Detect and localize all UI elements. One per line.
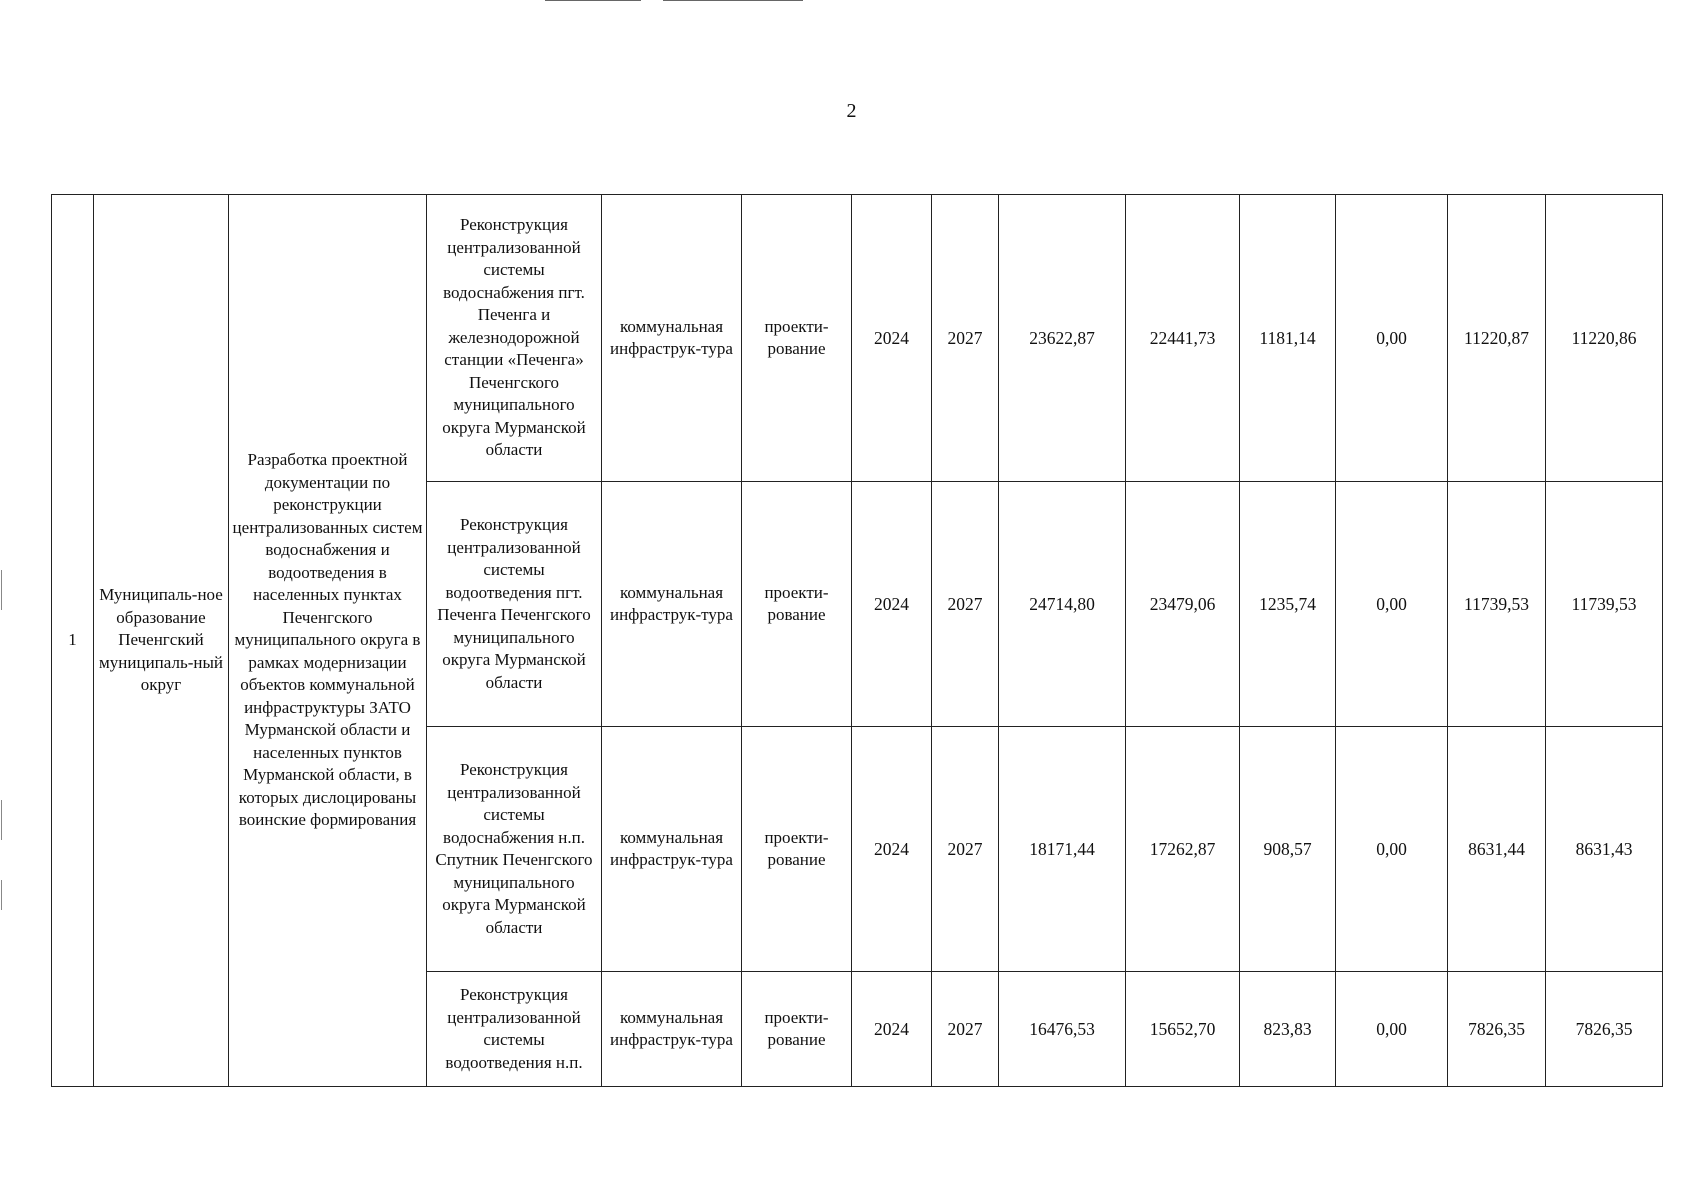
- value-cell: 8631,44: [1448, 727, 1546, 972]
- total-cost-cell: 23622,87: [999, 195, 1126, 482]
- investment-table: [51, 194, 1663, 1087]
- total-cost-cell: 24714,80: [999, 482, 1126, 727]
- stage-cell: проекти-рование: [742, 727, 852, 972]
- value-cell: 17262,87: [1126, 727, 1240, 972]
- category-cell: коммунальная инфраструк-тура: [602, 482, 742, 727]
- value-cell: 7826,35: [1546, 972, 1663, 1087]
- object-cell: Реконструкция централизованной системы водоотведения пгт. Печенга Печенгского муниципального округа Мурманской области: [427, 482, 602, 727]
- object-cell: Реконструкция централизованной системы водоснабжения н.п. Спутник Печенгского муниципального округа Мурманской области: [427, 727, 602, 972]
- page-number: 2: [846, 100, 857, 122]
- value-cell: 23479,06: [1126, 482, 1240, 727]
- value-cell: 823,83: [1240, 972, 1336, 1087]
- start-year-cell: 2024: [852, 195, 932, 482]
- scan-mark: [545, 0, 641, 1]
- end-year-cell: 2027: [932, 727, 999, 972]
- value-cell: 22441,73: [1126, 195, 1240, 482]
- end-year-cell: 2027: [932, 972, 999, 1087]
- scan-edge-mark: [1, 570, 2, 610]
- total-cost-cell: 18171,44: [999, 727, 1126, 972]
- value-cell: 11739,53: [1448, 482, 1546, 727]
- table-row: [52, 195, 1663, 482]
- value-cell: 908,57: [1240, 727, 1336, 972]
- value-cell: 0,00: [1336, 972, 1448, 1087]
- value-cell: 7826,35: [1448, 972, 1546, 1087]
- value-cell: 11220,86: [1546, 195, 1663, 482]
- stage-cell: проекти-рование: [742, 972, 852, 1087]
- object-cell: Реконструкция централизованной системы водоотведения н.п.: [427, 972, 602, 1087]
- start-year-cell: 2024: [852, 482, 932, 727]
- stage-cell: проекти-рование: [742, 482, 852, 727]
- stage-cell: проекти-рование: [742, 195, 852, 482]
- value-cell: 8631,43: [1546, 727, 1663, 972]
- row-number-cell: 1: [52, 195, 94, 1087]
- category-cell: коммунальная инфраструк-тура: [602, 195, 742, 482]
- scan-edge-mark: [1, 880, 2, 910]
- activity-cell: Разработка проектной документации по реконструкции централизованных систем водоснабжения и водоотведения в населенных пунктах Печенгского муниципального округа в рамках модернизации объектов коммунальной инфраструктуры ЗАТО Мурманской области и населенных пунктов Мурманской области, в которых дислоцированы воинские формирования: [229, 195, 427, 1087]
- object-cell: Реконструкция централизованной системы водоснабжения пгт. Печенга и железнодорожной станции «Печенга» Печенгского муниципального округа Мурманской области: [427, 195, 602, 482]
- value-cell: 0,00: [1336, 727, 1448, 972]
- category-cell: коммунальная инфраструк-тура: [602, 727, 742, 972]
- value-cell: 0,00: [1336, 482, 1448, 727]
- value-cell: 1181,14: [1240, 195, 1336, 482]
- value-cell: 11739,53: [1546, 482, 1663, 727]
- end-year-cell: 2027: [932, 195, 999, 482]
- scan-mark: [663, 0, 803, 1]
- municipality-cell: Муниципаль-ное образование Печенгский муниципаль-ный округ: [94, 195, 229, 1087]
- scan-edge-mark: [1, 800, 2, 840]
- total-cost-cell: 16476,53: [999, 972, 1126, 1087]
- start-year-cell: 2024: [852, 727, 932, 972]
- start-year-cell: 2024: [852, 972, 932, 1087]
- value-cell: 15652,70: [1126, 972, 1240, 1087]
- value-cell: 1235,74: [1240, 482, 1336, 727]
- end-year-cell: 2027: [932, 482, 999, 727]
- value-cell: 0,00: [1336, 195, 1448, 482]
- category-cell: коммунальная инфраструк-тура: [602, 972, 742, 1087]
- value-cell: 11220,87: [1448, 195, 1546, 482]
